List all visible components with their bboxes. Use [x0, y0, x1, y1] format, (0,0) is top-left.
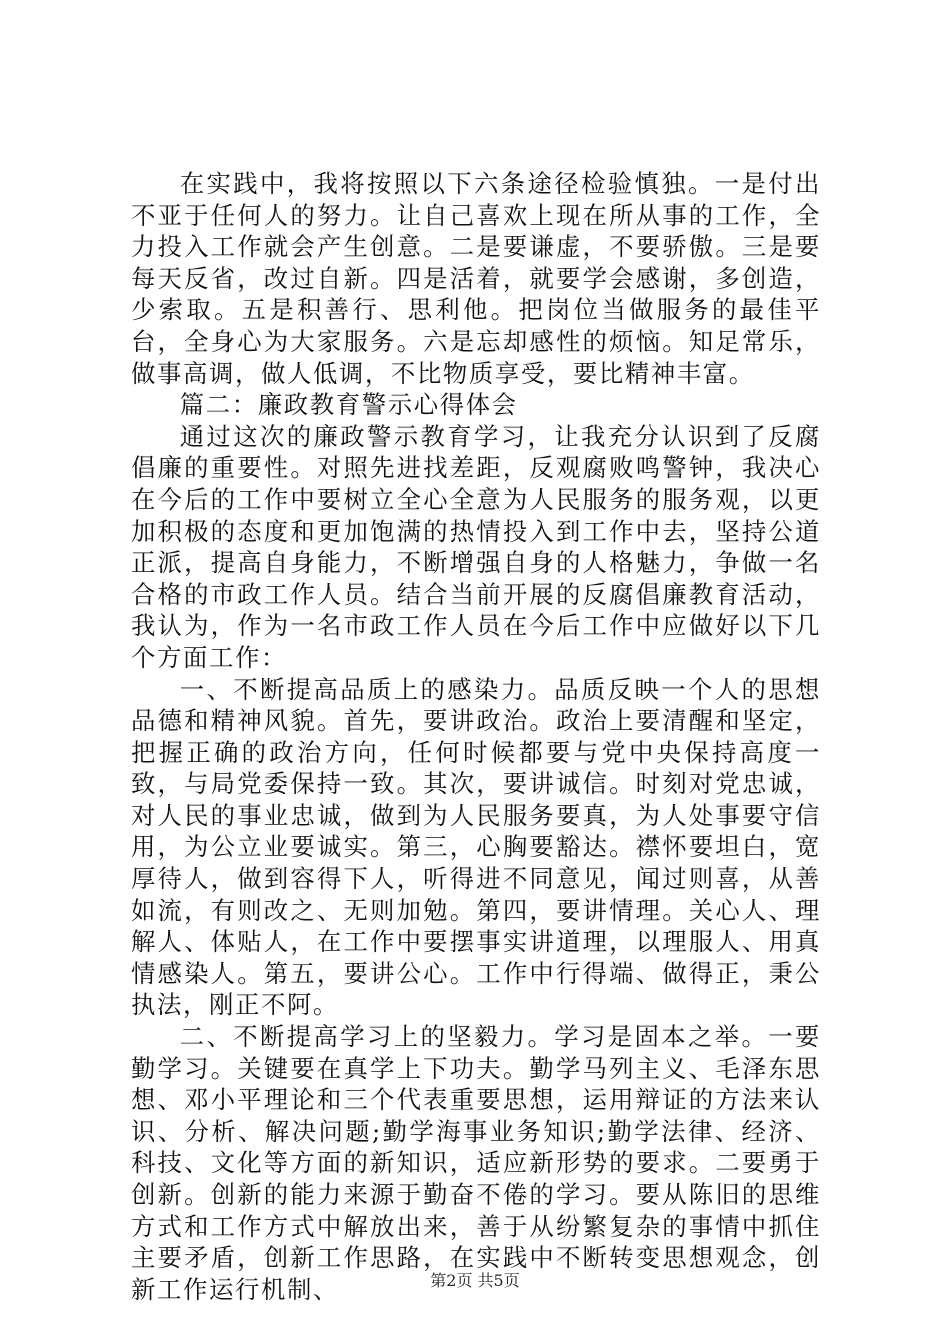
paragraph-practice: 在实践中，我将按照以下六条途径检验慎独。一是付出不亚于任何人的努力。让自己喜欢上现在所从事的工作，全力投入工作就会产生创意。二是要谦虚，不要骄傲。三是要每天反省，改过自新。四是活着，就要学会感谢，多创造，少索取。五是积善行、思利他。把岗位当做服务的最佳平台，全身心为大家服务。六是忘却感性的烦恼。知足常乐，做事高调，做人低调，不比物质享受，要比精神丰富。 — [131, 169, 821, 388]
paragraph-point-two: 二、不断提高学习上的坚毅力。学习是固本之举。一要勤学习。关键要在真学上下功夫。勤学马列主义、毛泽东思想、邓小平理论和三个代表重要思想，运用辩证的方法来认识、分析、解决问题;勤学海事业务知识;勤学法律、经济、科技、文化等方面的新知识，适应新形势的要求。二要勇于创新。创新的能力来源于勤奋不倦的学习。要从陈旧的思维方式和工作方式中解放出来，善于从纷繁复杂的事情中抓住主要矛盾，创新工作思路，在实践中不断转变思想观念，创新工作运行机制、 — [131, 1022, 821, 1304]
paragraph-intro: 通过这次的廉政警示教育学习，让我充分认识到了反腐倡廉的重要性。对照先进找差距，反观腐败鸣警钟，我决心在今后的工作中要树立全心全意为人民服务的服务观，以更加积极的态度和更加饱满的热情投入到工作中去，坚持公道正派，提高自身能力，不断增强自身的人格魅力，争做一名合格的市政工作人员。结合当前开展的反腐倡廉教育活动，我认为，作为一名市政工作人员在今后工作中应做好以下几个方面工作： — [131, 421, 821, 672]
document-body — [131, 168, 821, 1305]
page-number-footer: 第2页 共5页 — [430, 1271, 520, 1290]
paragraph-point-one: 一、不断提高品质上的感染力。品质反映一个人的思想品德和精神风貌。首先，要讲政治。政治上要清醒和坚定，把握正确的政治方向，任何时候都要与党中央保持高度一致，与局党委保持一致。其次，要讲诚信。时刻对党忠诚，对人民的事业忠诚，做到为人民服务要真，为人处事要守信用，为公立业要诚实。第三，心胸要豁达。襟怀要坦白，宽厚待人，做到容得下人，听得进不同意见，闻过则喜，从善如流，有则改之、无则加勉。第四，要讲情理。关心人、理解人、体贴人，在工作中要摆事实讲道理，以理服人、用真情感染人。第五，要讲公心。工作中行得端、做得正，秉公执法，刚正不阿。 — [131, 674, 821, 1020]
section-heading: 篇二：廉政教育警示心得体会 — [179, 390, 518, 420]
